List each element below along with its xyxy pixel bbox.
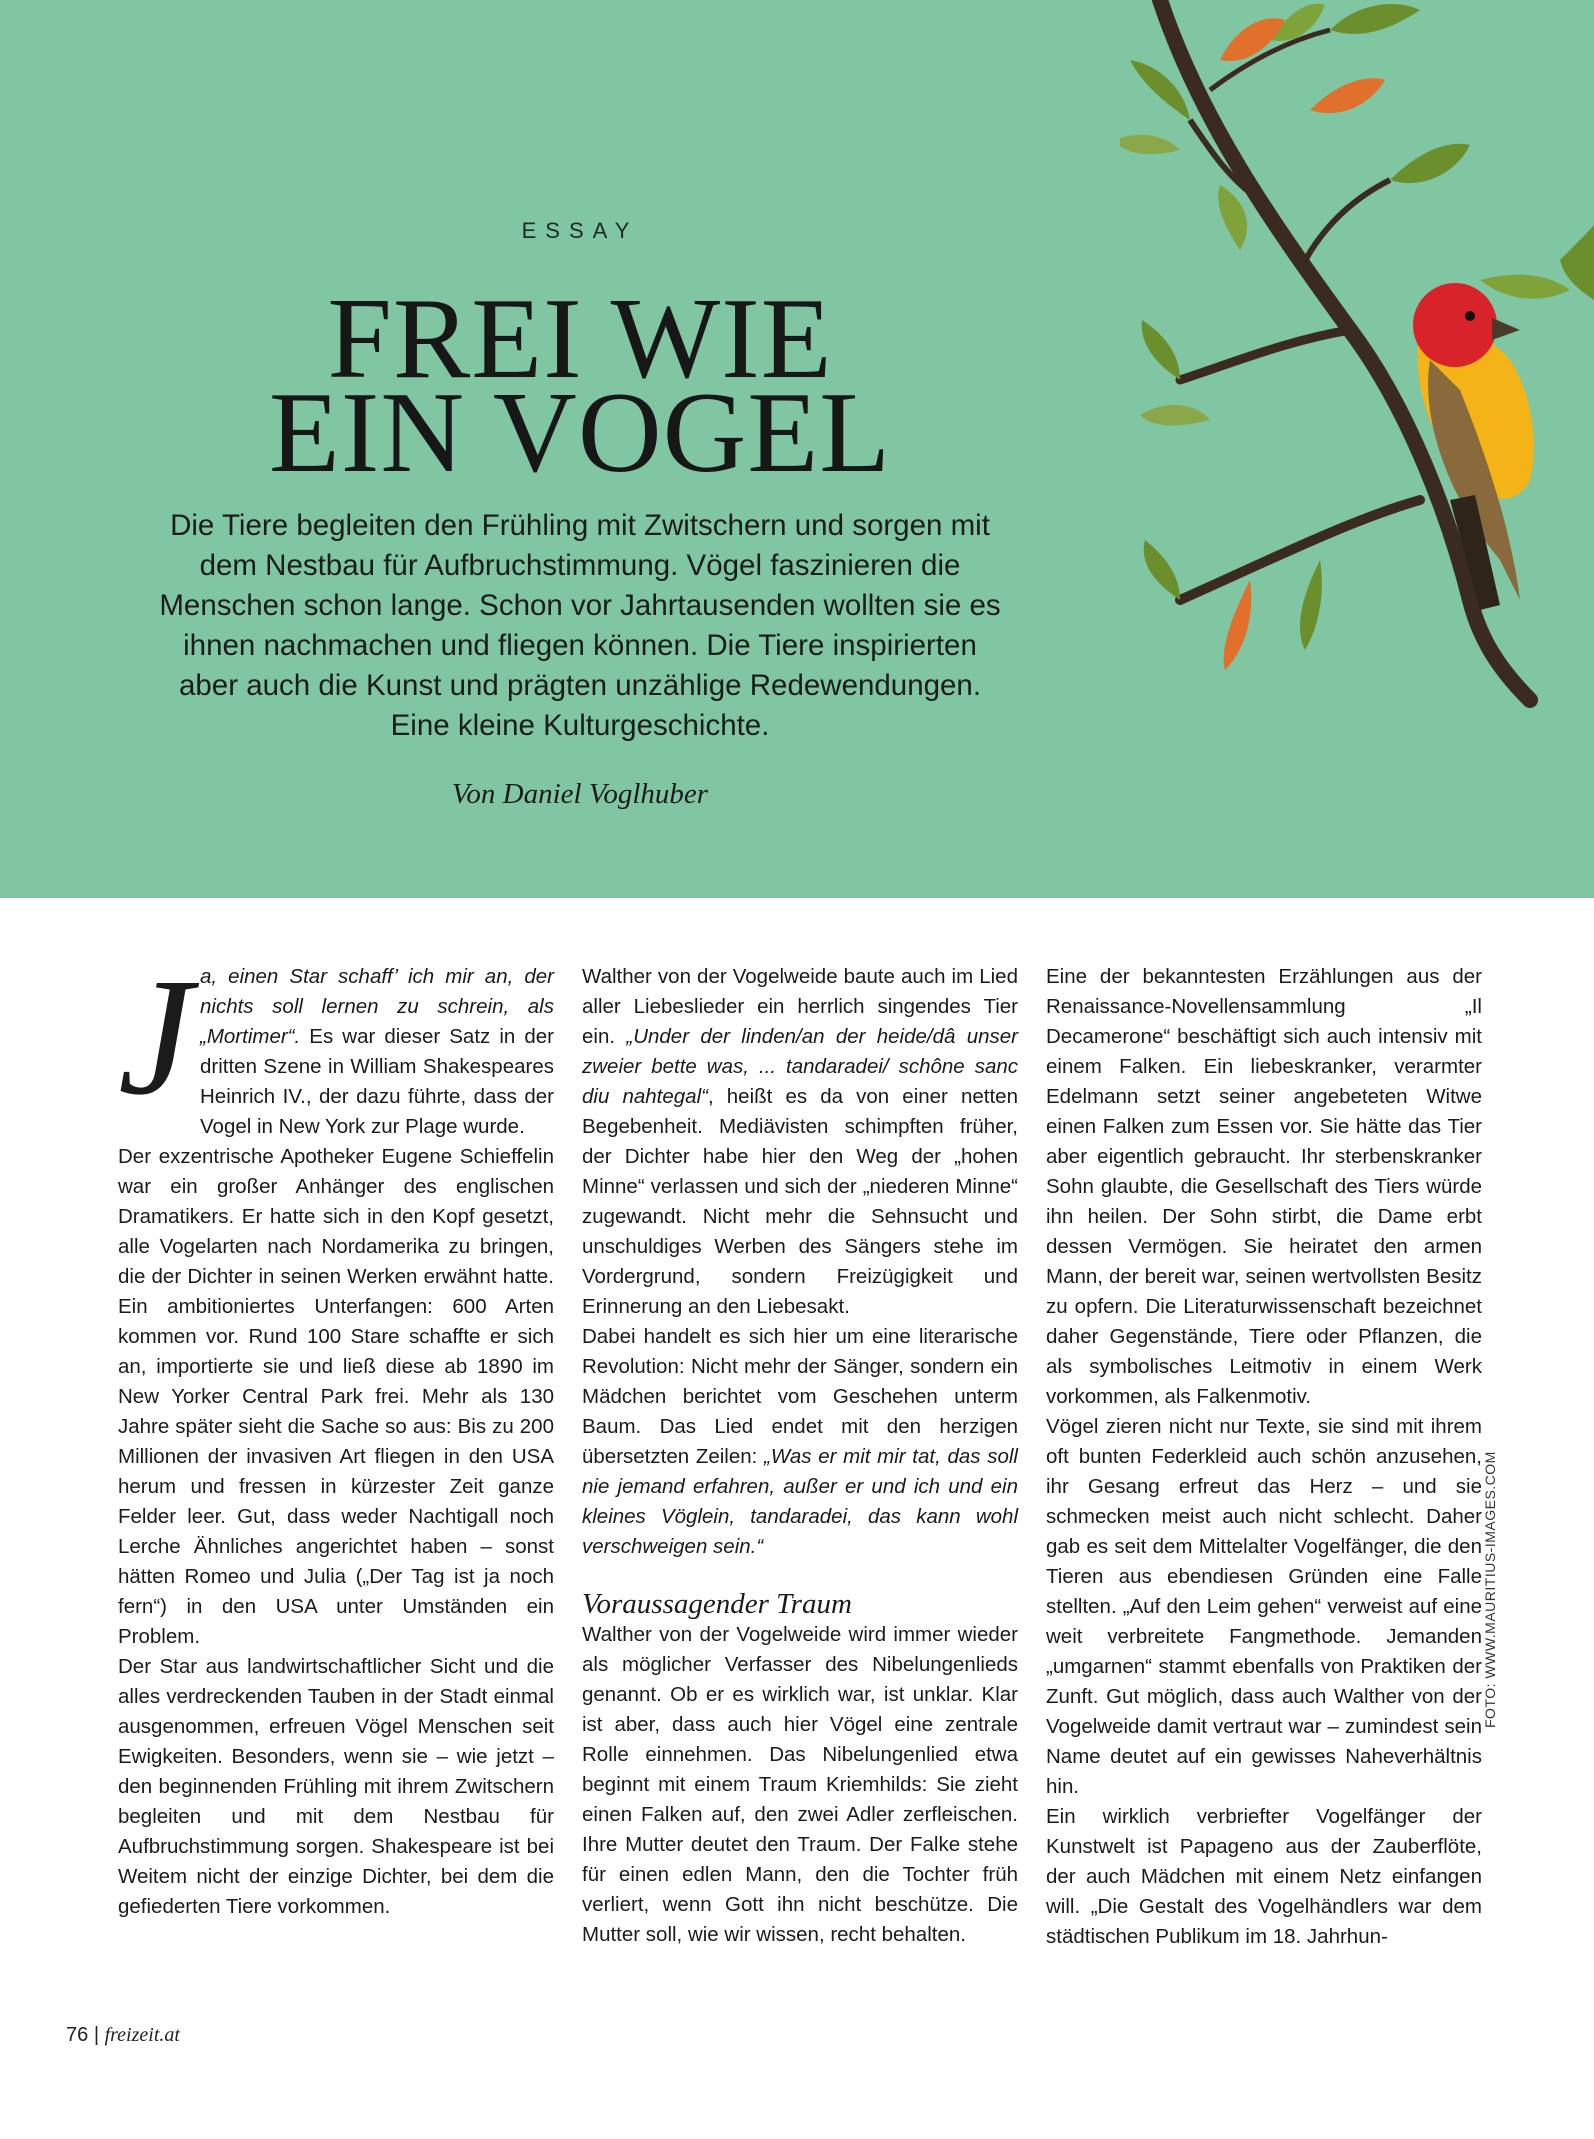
lead-paragraph: Die Tiere begleiten den Frühling mit Zwitschern und sorgen mit dem Nestbau für Aufbruchstimmung. Vögel faszinieren die Menschen schon lange. Schon vor Jahrtausenden wollten sie es ihnen nachmachen und fliegen können. Die Tiere inspirierten aber auch die Kunst und prägten unzählige Redewendungen. Eine kleine Kulturgeschichte. — [159, 509, 1001, 742]
title-line-2: EIN VOGEL — [268, 369, 892, 497]
article-column-2 — [582, 962, 1018, 1950]
article-column-3 — [1046, 962, 1482, 1952]
intro-quote: a, einen Star schaff’ ich mir an, der nichts soll lernen zu schrein, als „Mortimer“. — [200, 965, 554, 1048]
poem-quote: „Was er mit mir tat, das soll nie jemand erfahren, außer er und ich und ein kleines Vöglein, tandaradei, das kann wohl verschweigen sein.“ — [582, 1445, 1018, 1558]
byline: Von Daniel Voglhuber — [451, 778, 709, 810]
paragraph — [582, 1322, 1018, 1562]
poem-quote: „Under der linden/an der heide/dâ unser zweier bette was, ... tandaradei/ schône sanc diu nahtegal“ — [582, 1025, 1019, 1108]
paragraph-text: , heißt es da von einer netten Begebenheit. Mediävisten schimpften früher, der Dichter habe hier den Weg der „hohen Minne“ verlassen und sich der „niederen Minne“ zugewandt. Nicht mehr die Sehnsucht und unschuldiges Werben des Sängers stehe im Vordergrund, sondern Freizügigkeit und Erinnerung an den Liebesakt. — [582, 1085, 1018, 1318]
paragraph: Ein wirklich verbriefter Vogelfänger der Kunstwelt ist Papageno aus der Zauberflöte, der auch Mädchen mit einem Netz einfangen will. „Die Gestalt des Vogelhändlers war dem städtischen Publikum im 18. Jahrhun- — [1046, 1805, 1482, 1948]
section-kicker: ESSAY — [521, 218, 639, 243]
paragraph — [582, 962, 1018, 1322]
paragraph-text: Walther von der Vogelweide baute auch im Lied aller Liebeslieder ein herrlich singendes Tier ein. — [582, 965, 1018, 1048]
paragraph: Walther von der Vogelweide wird immer wieder als möglicher Verfasser des Nibelungenlieds genannt. Ob er es wirklich war, ist unklar. Klar ist aber, dass auch hier Vögel eine zentrale Rolle einnehmen. Das Nibelungenlied etwa beginnt mit einem Traum Kriemhilds: Sie zieht einen Falken auf, den zwei Adler zerfleischen. Ihre Mutter deutet den Traum. Der Falke stehe für einen edlen Mann, den die Tochter früh verliert, wenn Gott ihn nicht beschütze. Die Mutter soll, wie wir wissen, recht behalten. — [582, 1623, 1018, 1946]
paragraph — [118, 944, 554, 1142]
page-footer — [66, 2024, 180, 2047]
paragraph: Der Star aus landwirtschaftlicher Sicht und die alles verdreckenden Tauben in der Stadt einmal ausgenommen, erfreuen Vögel Menschen seit Ewigkeiten. Besonders, wenn sie – wie jetzt – den beginnenden Frühling mit ihrem Zwitschern begleiten und mit dem Nestbau für Aufbruchstimmung sorgen. Shakespeare ist bei Weitem nicht der einzige Dichter, bei dem die gefiederten Tiere vorkommen. — [118, 1655, 554, 1918]
title-line-1: FREI WIE — [327, 275, 833, 403]
site-link[interactable]: freizeit.at — [104, 2024, 180, 2046]
paragraph-text: Es war dieser Satz in der dritten Szene in William Shakespeares Heinrich IV., der dazu führte, dass der Vogel in New York zur Plage wurde. — [200, 1025, 554, 1138]
page-title — [0, 275, 1160, 497]
paragraph: Der exzentrische Apotheker Eugene Schieffelin war ein großer Anhänger des englischen Dramatikers. Er hatte sich in den Kopf gesetzt, alle Vogelarten nach Nordamerika zu bringen, die der Dichter in seinen Werken erwähnt hatte. Ein ambitioniertes Unterfangen: 600 Arten kommen vor. Rund 100 Stare schaffte er sich an, importierte sie und ließ diese ab 1890 im New Yorker Central Park frei. Mehr als 130 Jahre später sieht die Sache so aus: Bis zu 200 Millionen der invasiven Art fliegen in den USA herum und fressen in kürzester Zeit ganze Felder leer. Gut, dass weder Nachtigall noch Lerche Ähnliches angerichtet haben – sonst hätten Romeo und Julia („Der Tag ist ja noch fern“) in den USA unter Umständen ein Problem. — [118, 1145, 554, 1648]
drop-cap: J — [118, 944, 193, 1130]
photo-credit: FOTO: WWW.MAURITIUS-IMAGES.COM — [1482, 1451, 1498, 1728]
bird-on-branch-icon — [1120, 0, 1594, 720]
header-banner — [0, 0, 1594, 898]
footer-separator: | — [93, 2024, 100, 2046]
section-heading: Voraussagender Traum — [582, 1588, 852, 1620]
page-number: 76 — [66, 2024, 89, 2046]
paragraph: Eine der bekanntesten Erzählungen aus der Renaissance-Novellensammlung „Il Decamerone“ beschäftigt sich auch intensiv mit einem Falken. Ein liebeskranker, verarmter Edelmann setzt seiner angebeteten Witwe einen Falken zum Essen vor. Sie hätte das Tier aber eigentlich gebraucht. Ihr sterbenskranker Sohn glaubte, die Gesellschaft des Tiers würde ihn heilen. Der Sohn stirbt, die Dame erbt dessen Vermögen. Sie heiratet den armen Mann, der bereit war, seinen wertvollsten Besitz zu opfern. Die Literaturwissenschaft bezeichnet daher Gegenstände, Tiere oder Pflanzen, die als symbolisches Leitmotiv in einem Werk vorkommen, als Falkenmotiv. — [1046, 965, 1482, 1408]
paragraph: Vögel zieren nicht nur Texte, sie sind mit ihrem oft bunten Federkleid auch schön anzusehen, ihr Gesang erfreut das Herz – und sie schmecken meist auch nicht schlecht. Daher gab es seit dem Mittelalter Vogelfänger, die den Tieren aus ebendiesen Gründen eine Falle stellten. „Auf den Leim gehen“ verweist auf eine weit verbreitete Fangmethode. Jemanden „umgarnen“ stammt ebenfalls von Praktiken der Zunft. Gut möglich, dass auch Walther von der Vogelweide damit vertraut war – zumindest sein Name deutet auf ein gewisses Naheverhältnis hin. — [1046, 1415, 1482, 1798]
paragraph-text: Dabei handelt es sich hier um eine literarische Revolution: Nicht mehr der Sänger, sondern ein Mädchen berichtet vom Geschehen unterm Baum. Das Lied endet mit den herzigen übersetzten Zeilen: — [582, 1325, 1018, 1468]
article-column-1 — [118, 944, 554, 1922]
